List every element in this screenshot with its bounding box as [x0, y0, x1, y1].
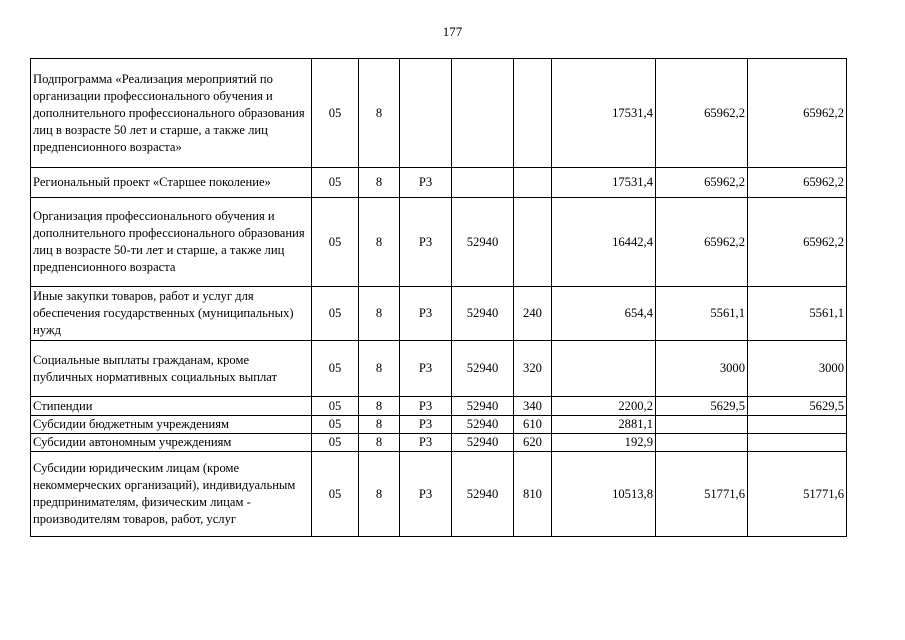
amount-3-cell: 5629,5: [748, 397, 847, 416]
amount-2-cell: 65962,2: [656, 198, 748, 287]
target-code-cell: 52940: [452, 434, 514, 452]
row-name-cell: Субсидии юридическим лицам (кроме некоммерческих организаций), индивидуальным предпринимателям, физическим лицам - производителям товаров, работ, услуг: [31, 452, 312, 537]
expense-type-cell: 240: [514, 287, 552, 341]
target-code-cell: 52940: [452, 452, 514, 537]
amount-1-cell: 10513,8: [552, 452, 656, 537]
section-code-cell: 05: [312, 287, 359, 341]
amount-3-cell: 5561,1: [748, 287, 847, 341]
amount-2-cell: 51771,6: [656, 452, 748, 537]
program-code-cell: 8: [359, 434, 400, 452]
section-code-cell: 05: [312, 397, 359, 416]
section-code-cell: 05: [312, 341, 359, 397]
target-code-cell: 52940: [452, 287, 514, 341]
project-code-cell: P3: [400, 168, 452, 198]
table-row: [31, 341, 847, 397]
page-number: 177: [442, 24, 463, 39]
section-code-cell: 05: [312, 168, 359, 198]
table-row: [31, 397, 847, 416]
program-code-cell: 8: [359, 452, 400, 537]
row-name-cell: Подпрограмма «Реализация мероприятий по организации профессионального обучения и дополнительного профессионального образования лиц в возрасте 50 лет и старше, а также лиц предпенсионного возраста»: [31, 59, 312, 168]
project-code-cell: P3: [400, 341, 452, 397]
expense-type-cell: [514, 198, 552, 287]
section-code-cell: 05: [312, 452, 359, 537]
amount-1-cell: 2881,1: [552, 416, 656, 434]
program-code-cell: 8: [359, 59, 400, 168]
expense-type-cell: 340: [514, 397, 552, 416]
row-name-cell: Организация профессионального обучения и дополнительного профессионального образования лиц в возрасте 50-ти лет и старше, а также лиц предпенсионного возраста: [31, 198, 312, 287]
amount-3-cell: 65962,2: [748, 198, 847, 287]
target-code-cell: 52940: [452, 341, 514, 397]
project-code-cell: P3: [400, 434, 452, 452]
table-row: [31, 416, 847, 434]
program-code-cell: 8: [359, 198, 400, 287]
budget-table: [30, 58, 847, 537]
amount-3-cell: [748, 416, 847, 434]
amount-3-cell: [748, 434, 847, 452]
expense-type-cell: 320: [514, 341, 552, 397]
table-row: [31, 59, 847, 168]
program-code-cell: 8: [359, 416, 400, 434]
amount-2-cell: [656, 416, 748, 434]
amount-3-cell: 3000: [748, 341, 847, 397]
section-code-cell: 05: [312, 198, 359, 287]
table-row: [31, 434, 847, 452]
expense-type-cell: 810: [514, 452, 552, 537]
table-row: [31, 287, 847, 341]
project-code-cell: P3: [400, 198, 452, 287]
amount-1-cell: 2200,2: [552, 397, 656, 416]
table-row: [31, 452, 847, 537]
section-code-cell: 05: [312, 59, 359, 168]
amount-2-cell: 3000: [656, 341, 748, 397]
table-row: [31, 198, 847, 287]
amount-1-cell: 16442,4: [552, 198, 656, 287]
amount-2-cell: 65962,2: [656, 168, 748, 198]
row-name-cell: Субсидии автономным учреждениям: [31, 434, 312, 452]
section-code-cell: 05: [312, 434, 359, 452]
expense-type-cell: [514, 59, 552, 168]
expense-type-cell: [514, 168, 552, 198]
amount-1-cell: 17531,4: [552, 59, 656, 168]
row-name-cell: Социальные выплаты гражданам, кроме публичных нормативных социальных выплат: [31, 341, 312, 397]
amount-2-cell: 5561,1: [656, 287, 748, 341]
target-code-cell: 52940: [452, 198, 514, 287]
amount-3-cell: 51771,6: [748, 452, 847, 537]
amount-1-cell: [552, 341, 656, 397]
project-code-cell: P3: [400, 397, 452, 416]
section-code-cell: 05: [312, 416, 359, 434]
amount-1-cell: 192,9: [552, 434, 656, 452]
row-name-cell: Иные закупки товаров, работ и услуг для обеспечения государственных (муниципальных) нужд: [31, 287, 312, 341]
amount-2-cell: [656, 434, 748, 452]
program-code-cell: 8: [359, 341, 400, 397]
amount-3-cell: 65962,2: [748, 168, 847, 198]
program-code-cell: 8: [359, 397, 400, 416]
row-name-cell: Региональный проект «Старшее поколение»: [31, 168, 312, 198]
expense-type-cell: 620: [514, 434, 552, 452]
table-row: [31, 168, 847, 198]
project-code-cell: P3: [400, 452, 452, 537]
target-code-cell: 52940: [452, 416, 514, 434]
project-code-cell: P3: [400, 287, 452, 341]
amount-3-cell: 65962,2: [748, 59, 847, 168]
target-code-cell: 52940: [452, 397, 514, 416]
project-code-cell: P3: [400, 416, 452, 434]
amount-1-cell: 17531,4: [552, 168, 656, 198]
target-code-cell: [452, 168, 514, 198]
project-code-cell: [400, 59, 452, 168]
program-code-cell: 8: [359, 168, 400, 198]
amount-1-cell: 654,4: [552, 287, 656, 341]
row-name-cell: Субсидии бюджетным учреждениям: [31, 416, 312, 434]
amount-2-cell: 65962,2: [656, 59, 748, 168]
program-code-cell: 8: [359, 287, 400, 341]
expense-type-cell: 610: [514, 416, 552, 434]
target-code-cell: [452, 59, 514, 168]
row-name-cell: Стипендии: [31, 397, 312, 416]
amount-2-cell: 5629,5: [656, 397, 748, 416]
